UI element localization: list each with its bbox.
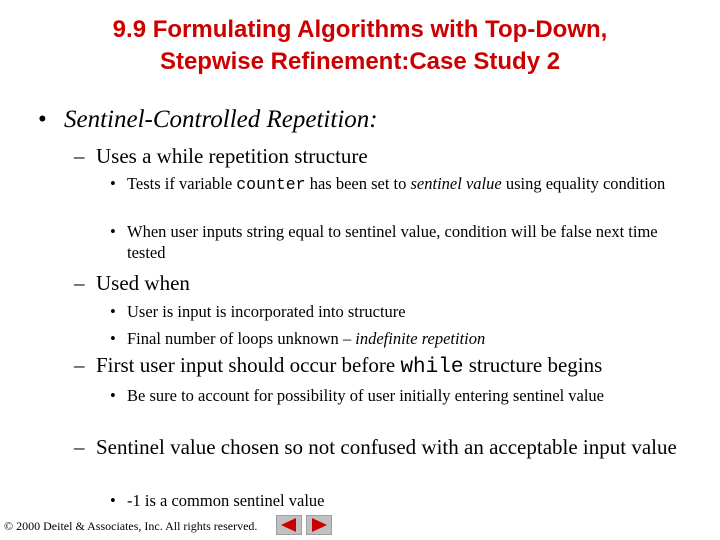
detail-2-1: • User is input is incorporated into structure <box>110 301 700 322</box>
sub-point-3: – First user input should occur before while structure begins <box>74 353 603 379</box>
main-bullet <box>38 106 378 134</box>
sub-point-1: – Uses a while repetition structure <box>74 144 694 169</box>
code-counter: counter <box>236 175 306 194</box>
sub-point-1-text: Uses a while repetition structure <box>96 144 368 168</box>
detail-1-1-tail: using equality condition <box>501 174 666 193</box>
bullet-glyph: • <box>38 106 47 133</box>
sub-point-3-post: structure begins <box>463 353 603 377</box>
detail-3-1-text: Be sure to account for possibility of user initially entering sentinel value <box>127 386 605 405</box>
sub-point-2: – Used when <box>74 271 694 296</box>
previous-slide-button[interactable] <box>276 515 302 535</box>
detail-2-2-em: indefinite repetition <box>355 329 486 348</box>
footer-text: © 2000 Deitel & Associates, Inc. All rights reserved. <box>4 519 258 533</box>
detail-1-1: • Tests if variable counter has been set to sentinel value using equality condition <box>110 174 666 194</box>
detail-4-1: • -1 is a common sentinel value <box>110 490 700 511</box>
title-line-1: 9.9 Formulating Algorithms with Top-Down, <box>112 16 608 43</box>
copyright-footer <box>4 518 257 534</box>
code-while: while <box>400 356 464 379</box>
detail-1-2: • When user inputs string equal to sentinel value, condition will be false next time tested <box>110 221 700 263</box>
sub-point-3-pre: First user input should occur before <box>96 353 401 377</box>
detail-4-1-text: -1 is a common sentinel value <box>127 491 325 510</box>
detail-1-1-em: sentinel value <box>410 174 502 193</box>
next-slide-button[interactable] <box>306 515 332 535</box>
detail-1-1-post: has been set to <box>305 174 411 193</box>
main-bullet-text: Sentinel-Controlled Repetition: <box>64 106 378 133</box>
detail-1-2-text: When user inputs string equal to sentinel value, condition will be false next time tested <box>127 222 658 262</box>
detail-3-1: • Be sure to account for possibility of user initially entering sentinel value <box>110 385 700 406</box>
sub-point-4-text: Sentinel value chosen so not confused with an acceptable input value <box>96 435 677 459</box>
sub-point-4: – Sentinel value chosen so not confused with an acceptable input value <box>74 435 694 460</box>
sub-point-2-text: Used when <box>96 271 190 295</box>
detail-2-2-pre: Final number of loops unknown – <box>127 329 356 348</box>
detail-1-1-pre: Tests if variable <box>127 174 237 193</box>
title-line-2: Stepwise Refinement:Case Study 2 <box>159 48 561 75</box>
detail-2-2: • Final number of loops unknown – indefinite repetition <box>110 329 486 348</box>
detail-2-1-text: User is input is incorporated into structure <box>127 302 406 321</box>
